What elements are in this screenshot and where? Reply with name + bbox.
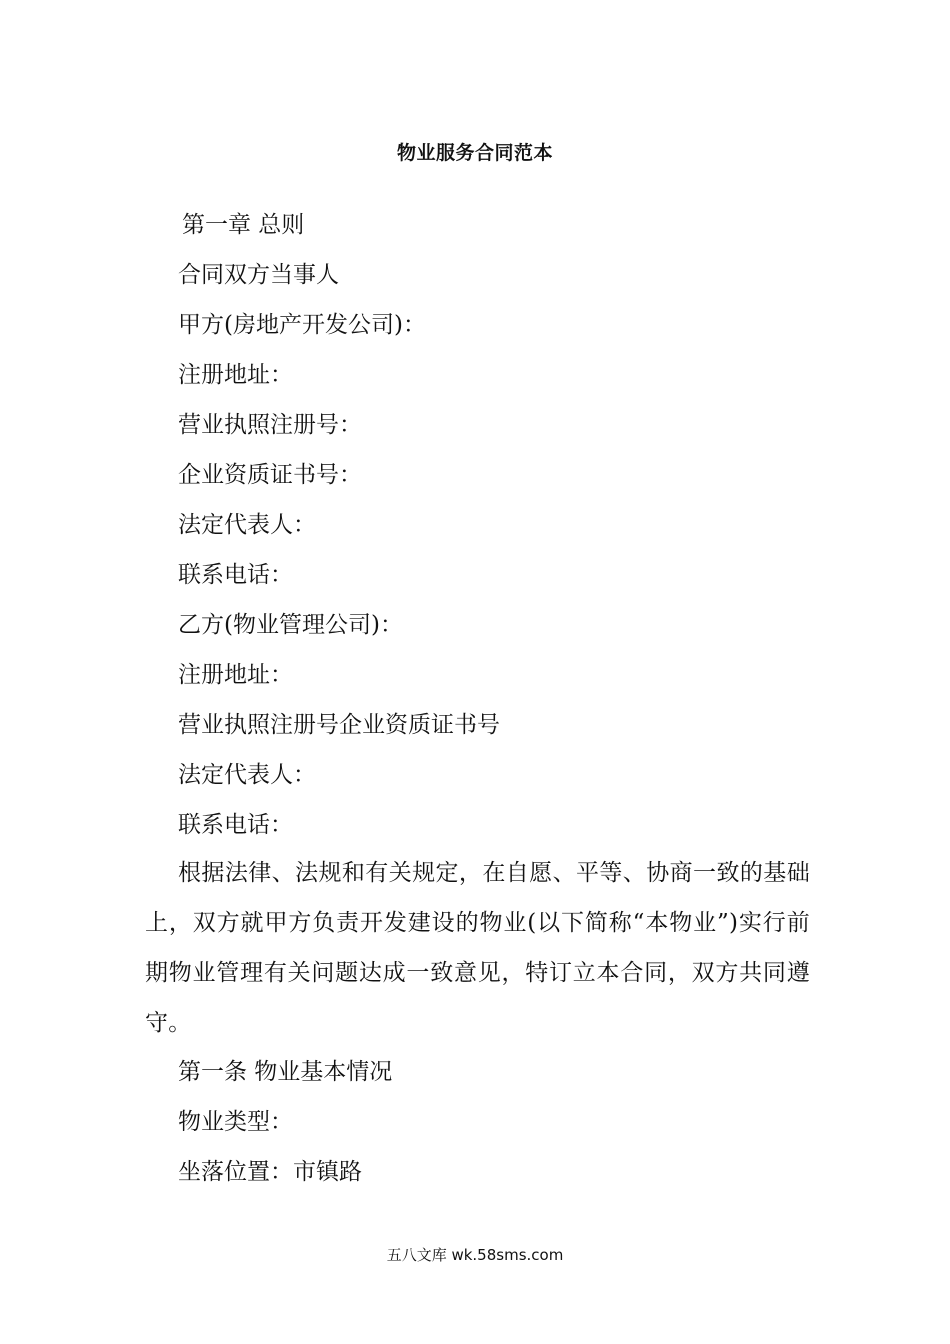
text-line: 联系电话： <box>178 562 293 588</box>
text-line: 物业类型： <box>178 1109 293 1135</box>
text-line: 营业执照注册号企业资质证书号 <box>178 712 500 738</box>
document-title: 物业服务合同范本 <box>396 142 553 164</box>
text-line: 法定代表人： <box>178 762 316 788</box>
text-line: 合同双方当事人 <box>178 262 339 288</box>
chapter-heading: 第一章 总则 <box>182 212 305 238</box>
article-heading: 第一条 物业基本情况 <box>178 1059 393 1085</box>
text-line: 法定代表人： <box>178 512 316 538</box>
text-line: 坐落位置：市镇路 <box>178 1159 362 1185</box>
body-paragraph: 根据法律、法规和有关规定，在自愿、平等、协商一致的基础上，双方就甲方负责开发建设的物业(以下简称“本物业”)实行前期物业管理有关问题达成一致意见，特订立本合同，双方共同遵守。 <box>145 860 810 1036</box>
text-line: 注册地址： <box>178 662 293 688</box>
text-line: 注册地址： <box>178 362 293 388</box>
text-line: 营业执照注册号： <box>178 412 362 438</box>
text-line: 联系电话： <box>178 812 293 838</box>
text-line: 甲方(房地产开发公司)： <box>178 312 426 338</box>
footer-watermark: 五八文库 wk.58sms.com <box>386 1246 564 1264</box>
text-line: 乙方(物业管理公司)： <box>178 612 403 638</box>
text-line: 企业资质证书号： <box>178 462 362 488</box>
